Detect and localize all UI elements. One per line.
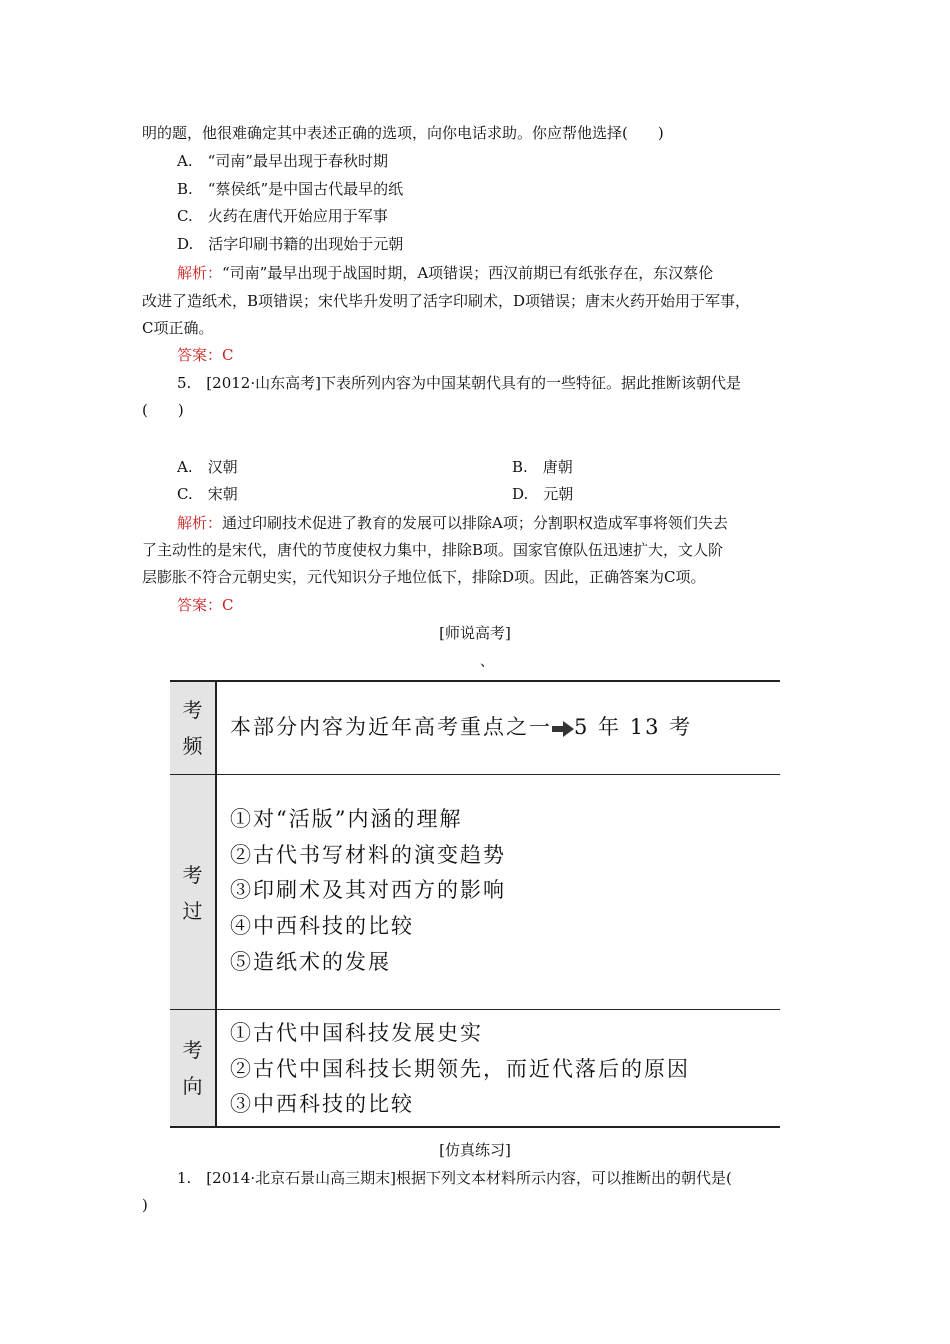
analysis-text: 通过印刷技术促进了教育的发展可以排除A项；分割职权造成军事将领们失去 xyxy=(222,514,728,532)
table-row-divider xyxy=(170,774,780,775)
table-column-divider xyxy=(215,680,217,1128)
row-header-past xyxy=(170,857,215,929)
question-stem-line: ( ) xyxy=(142,401,184,419)
analysis-label: 解析： xyxy=(177,514,223,532)
past-topic-item: ①对“活版”内涵的理解 xyxy=(230,807,463,831)
question-stem-line: 1. [2014·北京石景山高三期末]根据下列文本材料所示内容，可以推断出的朝代是( xyxy=(177,1169,732,1187)
past-topic-item: ③印刷术及其对西方的影响 xyxy=(230,878,506,902)
row-header-frequency xyxy=(170,692,215,764)
analysis-label: 解析： xyxy=(177,264,223,282)
option-d: D. 活字印刷书籍的出现始于元朝 xyxy=(177,235,404,253)
option-c: C. 宋朝 xyxy=(177,485,238,503)
option-a: A. “司南”最早出现于春秋时期 xyxy=(177,152,388,170)
trend-topic-item: ③中西科技的比较 xyxy=(230,1092,414,1116)
analysis-line: 改进了造纸术，B项错误；宋代毕升发明了活字印刷术，D项错误；唐末火药开始用于军事， xyxy=(142,292,751,310)
trend-topic-item: ②古代中国科技长期领先，而近代落后的原因 xyxy=(230,1057,690,1081)
analysis-line: 层膨胀不符合元朝史实，元代知识分子地位低下，排除D项。因此，正确答案为C项。 xyxy=(142,568,706,586)
analysis-line xyxy=(177,263,713,283)
exam-info-table xyxy=(170,680,780,1128)
frequency-count: 5 年 13 考 xyxy=(574,715,693,739)
stray-mark: 、 xyxy=(480,654,494,670)
frequency-cell xyxy=(230,709,692,745)
frequency-text: 本部分内容为近年高考重点之一 xyxy=(230,715,552,739)
past-topic-item: ④中西科技的比较 xyxy=(230,914,414,938)
table-top-rule xyxy=(170,680,780,682)
section-title: [师说高考] xyxy=(439,624,511,642)
option-a: A. 汉朝 xyxy=(177,458,238,476)
past-topic-item: ②古代书写材料的演变趋势 xyxy=(230,843,506,867)
right-arrow-icon xyxy=(552,721,574,737)
analysis-line xyxy=(177,513,728,533)
option-b: B. 唐朝 xyxy=(512,458,573,476)
table-row-divider xyxy=(170,1009,780,1010)
option-d: D. 元朝 xyxy=(512,485,574,503)
row-header-trend xyxy=(170,1032,215,1104)
option-c: C. 火药在唐代开始应用于军事 xyxy=(177,207,388,225)
row-header-char: 向 xyxy=(182,1074,203,1098)
analysis-line: 了主动性的是宋代，唐代的节度使权力集中，排除B项。国家官僚队伍迅速扩大，文人阶 xyxy=(142,541,724,559)
option-b: B. “蔡侯纸”是中国古代最早的纸 xyxy=(177,180,404,198)
row-header-char: 考 xyxy=(182,698,203,722)
answer-line: 答案：C xyxy=(177,346,234,364)
question-stem-line: 5. [2012·山东高考]下表所列内容为中国某朝代具有的一些特征。据此推断该朝代是 xyxy=(177,374,741,392)
answer-line: 答案：C xyxy=(177,596,234,614)
question-stem-line: 明的题，他很难确定其中表述正确的选项，向你电话求助。你应帮他选择( ) xyxy=(142,124,664,142)
row-header-char: 过 xyxy=(182,899,203,923)
row-header-char: 考 xyxy=(182,1038,203,1062)
trend-topic-item: ①古代中国科技发展史实 xyxy=(230,1021,483,1045)
table-bottom-rule xyxy=(170,1126,780,1128)
section-title: [仿真练习] xyxy=(439,1141,511,1159)
analysis-line: C项正确。 xyxy=(142,319,214,337)
question-stem-line: ) xyxy=(142,1196,148,1214)
row-header-char: 考 xyxy=(182,863,203,887)
analysis-text: “司南”最早出现于战国时期，A项错误；西汉前期已有纸张存在，东汉蔡伦 xyxy=(222,264,714,282)
row-header-char: 频 xyxy=(182,734,203,758)
past-topic-item: ⑤造纸术的发展 xyxy=(230,950,391,974)
